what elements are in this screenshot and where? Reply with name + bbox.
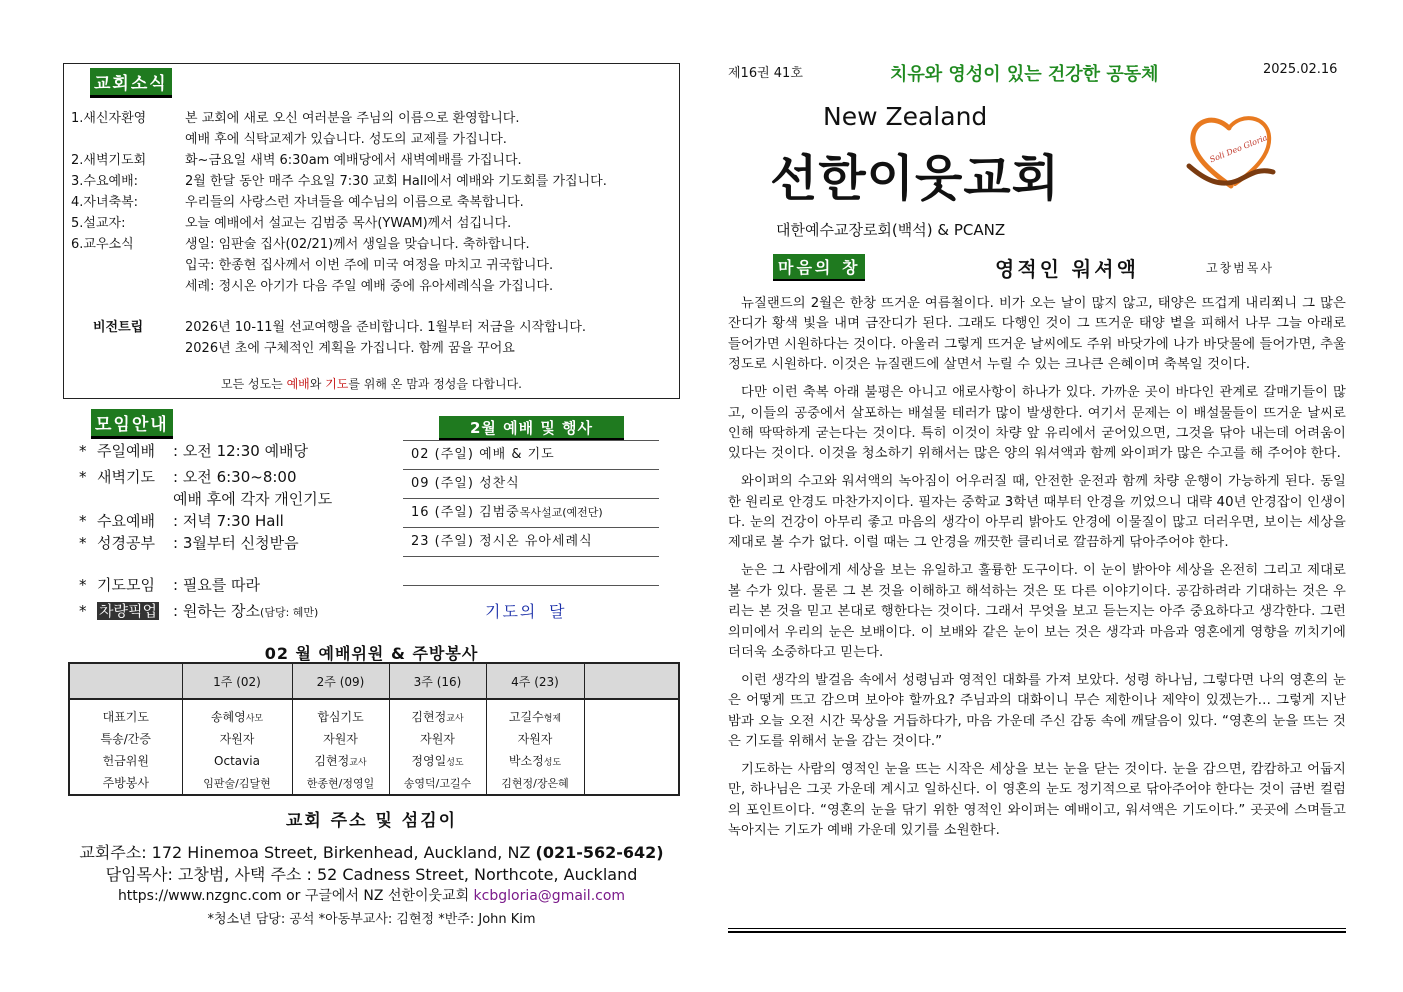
week-column: [389, 699, 486, 795]
news-item-line: 세례: 정시온 아기가 다음 주일 예배 중에 유아세례식을 가집니다.: [185, 279, 554, 294]
news-item-line: 입국: 한종현 집사께서 이번 주에 미국 여정을 마치고 귀국합니다.: [185, 258, 554, 273]
news-item-line: 화~금요일 새벽 6:30am 예배당에서 새벽예배를 가집니다.: [185, 153, 522, 168]
news-item-line: 예배 후에 식탁교제가 있습니다. 성도의 교제를 가집니다.: [185, 132, 507, 147]
duty-cell: 김현정교사: [314, 754, 367, 768]
event-note: 목사설교(예전단): [519, 506, 603, 519]
duty-cell: 송영덕/고길수: [403, 777, 472, 790]
column-title: 영적인 워셔액: [995, 257, 1139, 281]
meeting-extra: 예배 후에 각자 개인기도: [173, 490, 333, 508]
week-column: [182, 699, 292, 795]
table-header: 3주 (16): [389, 663, 486, 699]
meeting-value: : 오전 6:30~8:00: [173, 468, 297, 486]
events-title: 2월 예배 및 행사: [439, 416, 624, 440]
meeting-item: [79, 510, 284, 532]
church-news-box: [63, 63, 680, 399]
bottom-rule: [728, 928, 1346, 929]
bottom-rule: [728, 931, 1346, 933]
news-item-line: 우리들의 사랑스런 자녀들을 예수님의 이름으로 축복합니다.: [185, 195, 524, 210]
news-footer: [64, 375, 679, 392]
meeting-value: : 오전 12:30 예배당: [173, 442, 309, 460]
table-row: [69, 699, 679, 795]
news-footer-text: 와: [309, 377, 326, 391]
duty-cell: 자원자: [219, 732, 255, 746]
bullet-star: *: [79, 442, 87, 460]
news-footer-worship: 예배: [286, 377, 310, 391]
duty-cell: 김현정/장은혜: [501, 777, 569, 790]
role-column: [69, 699, 182, 795]
meeting-label: 주일예배: [97, 442, 155, 460]
article-paragraph: 와이퍼의 수고와 워셔액의 녹아짐이 어우러질 때, 안전한 운전과 함께 차량 운행이 가능하게 된다. 동일한 원리로 안경도 마찬가지이다. 필자는 중학교 3학년 때부터 안경을 끼었으니 대략 40년 안경잡이 인생이다. 눈의 건강이 아무리 좋고 마음의 생각이 아무리 밝아도 안경에 이물질이 많고 더러우면, 보이는 세상을 제대로 볼 수가 없다. 이럴 때는 그 안경을 깨끗한 클리너로 깔끔하게 닦아주어야 한다.: [728, 474, 1346, 551]
event-row: [403, 498, 659, 527]
news-footer-text: 모든 성도는: [221, 377, 287, 391]
meeting-label: 기도모임: [97, 576, 155, 594]
article-paragraph: 이런 생각의 발걸음 속에서 성령님과 영적인 대화를 가져 보았다. 성령 하나님, 그렇다면 나의 영혼의 눈은 어떻게 뜨고 감으며 보아야 할까요? 주님과의 대화이니 무슨 제한이나 제약이 있겠는가… 그렇게 지난 밤과 오늘 오전 시간 묵상을 거듭하다가, 마음 가운데 주신 감동 속에 깨달음이 있다. “영혼의 눈을 뜨는 것은 기도를 위해서 눈을 감는 것이다.”: [728, 672, 1346, 750]
meeting-item: [79, 440, 308, 462]
staff-line: *청소년 담당: 공석 *아동부교사: 김현정 *반주: John Kim: [207, 912, 536, 927]
meeting-label: 성경공부: [97, 534, 155, 552]
article-paragraph: 다만 이런 축복 아래 불평은 아니고 애로사항이 하나가 있다. 가까운 곳이 바다인 관계로 갈매기들이 많고, 이들의 공중에서 살포하는 배설물 테러가 많이 발생한다. 여기서 문제는 이 배설물들이 뜨거운 날씨로 인해 딱딱하게 굳는다는 것이다. 특히 이것이 차량 앞 유리에서 굳어있으면, 그것을 닦아 내는데 어려움이 있다는 것이다. 이것을 청소하기 위해서는 많은 양의 워셔액과 함께 와이퍼가 많은 수고를 해 주어야 한다.: [728, 385, 1346, 462]
phone-number: (021-562-642): [535, 843, 664, 862]
news-item-line: 생일: 임판술 집사(02/21)께서 생일을 맞습니다. 축하합니다.: [185, 237, 530, 252]
bullet-star: *: [79, 602, 87, 620]
news-item-label: 3.수요예배:: [71, 174, 139, 189]
meeting-label: 수요예배: [97, 512, 155, 530]
event-text: 23 (주일) 정시온 유아세례식: [411, 534, 593, 549]
article-paragraph: 눈은 그 사람에게 세상을 보는 유일하고 훌륭한 도구이다. 이 눈이 밝아야 세상을 온전히 그리고 제대로 볼 수가 있다. 물론 그 본 것을 이해하고 해석하는 것은 또 다른 이야기이다. 공감하려라 기대하는 것은 우리는 본 것을 믿고 본대로 행한다는 것이다. 그래서 무엇을 보고 듣는지는 아주 중요하다고 생각한다. 그런 의미에서 우리의 눈은 보배이다. 이 보배와 같은 눈이 보는 것은 생각과 마음과 영혼에게 영향을 끼치기에 더더욱 소중하다고 믿는다.: [728, 563, 1346, 660]
meeting-item: [79, 532, 299, 554]
event-text: 09 (주일) 성찬식: [411, 476, 520, 491]
bullet-star: *: [79, 534, 87, 552]
role-label: 대표기도: [102, 710, 149, 724]
news-footer-prayer: 기도: [325, 377, 349, 391]
column-tag: 마음의 창: [773, 254, 865, 281]
church-address: [63, 840, 680, 863]
role-label: 헌금위원: [102, 754, 149, 768]
role-label: 주방봉사: [102, 776, 149, 790]
bullet-star: *: [79, 512, 87, 530]
table-header: 2주 (09): [292, 663, 389, 699]
church-logo-heart-icon: [1185, 108, 1277, 194]
duty-cell: 임판술/김달현: [203, 777, 271, 790]
church-news-title: 교회소식: [90, 68, 172, 98]
pastor-address: 담임목사: 고창범, 사택 주소 : 52 Cadness Street, Northcote, Auckland: [105, 865, 638, 884]
prayer-month: 기도의 달: [485, 602, 567, 621]
news-item-label: 비전트립: [93, 320, 144, 335]
event-row: [403, 556, 659, 585]
duty-cell: 송혜영사모: [210, 710, 264, 724]
duty-cell: Octavia: [214, 754, 260, 768]
event-row: [403, 469, 659, 498]
bullet-star: *: [79, 468, 87, 486]
news-item-line: 본 교회에 새로 오신 여러분을 주님의 이름으로 환영합니다.: [185, 111, 520, 126]
meeting-value: : 필요를 따라: [173, 576, 261, 594]
news-item-label: 5.설교자:: [71, 216, 126, 231]
week-column: [486, 699, 584, 795]
meeting-item: [79, 574, 260, 596]
duty-table: [68, 662, 680, 796]
news-footer-text: 를 위해 온 맘과 정성을 다합니다.: [348, 377, 522, 391]
news-item-line: 2월 한달 동안 매주 수요일 7:30 교회 Hall에서 예배와 기도회를 가집니다.: [185, 174, 607, 189]
church-motto: 치유와 영성이 있는 건강한 공동체: [890, 64, 1159, 85]
bullet-star: *: [79, 576, 87, 594]
table-header: 4주 (23): [486, 663, 584, 699]
duty-table-title: 02 월 예배위원 & 주방봉사: [264, 644, 479, 663]
duty-cell: 김현정교사: [411, 710, 464, 724]
meeting-value: : 저녁 7:30 Hall: [173, 512, 284, 530]
duty-cell: 자원자: [517, 732, 553, 746]
table-header: 1주 (02): [182, 663, 292, 699]
duty-cell: 박소정성도: [508, 754, 562, 768]
news-item-line: 오늘 예배에서 설교는 김범중 목사(YWAM)께서 섬깁니다.: [185, 216, 512, 231]
issue-date: 2025.02.16: [1263, 62, 1338, 77]
duty-cell: 한종현/정영일: [306, 777, 375, 790]
role-label: 특송/간증: [100, 732, 151, 746]
logo-text: Soli Deo Gloria: [1208, 133, 1269, 165]
news-item-label: 2.새벽기도회: [71, 153, 147, 168]
duty-cell: 정영일성도: [411, 754, 464, 768]
meeting-extra: (담당: 혜만): [260, 606, 319, 619]
meeting-item: [79, 466, 297, 488]
news-item-label: 4.자녀축복:: [71, 195, 139, 210]
meeting-value: : 3월부터 신청받음: [173, 534, 299, 552]
event-text: 16 (주일) 김범중: [411, 505, 520, 520]
table-header-row: [69, 663, 679, 699]
email-link[interactable]: kcbgloria@gmail.com: [473, 888, 626, 904]
event-text: 02 (주일) 예배 & 기도: [411, 447, 555, 462]
website-link[interactable]: https://www.nzgnc.com or 구글에서 NZ 선한이웃교회: [117, 888, 474, 904]
event-row: [403, 527, 659, 556]
duty-cell: 자원자: [420, 732, 455, 746]
meeting-label-highlight: 차량픽업: [99, 602, 157, 620]
table-header: [584, 663, 679, 699]
address-title: 교회 주소 및 섬김이: [285, 811, 458, 831]
country-label: New Zealand: [823, 102, 988, 131]
church-name: 선한이웃교회: [770, 150, 1061, 207]
article-paragraph: 기도하는 사람의 영적인 눈을 뜨는 시작은 세상을 보는 눈을 닫는 것이다. 눈을 감으면, 캄캄하고 어둡지만, 하나님은 그곳 가운데 계시고 일하신다. 이 영혼의 눈도 정기적으로 닦아주어야 한다는 것이 금번 컬럼의 포인트이다. “영혼의 눈을 닦기 위한 영적인 와이퍼는 예배이고, 워셔액은 기도이다.” 곳곳에 스며들고 녹아지는 기도가 예배 가운데 있기를 소원한다.: [728, 762, 1346, 839]
meeting-item: [79, 600, 318, 624]
news-item-label: 6.교우소식: [71, 237, 134, 252]
news-item-label: 1.새신자환영: [71, 111, 147, 126]
address-text: 교회주소: 172 Hinemoa Street, Birkenhead, Auckland, NZ: [79, 843, 536, 862]
issue-number: 제16권 41호: [728, 66, 803, 81]
column-article: [728, 294, 1346, 849]
website-line: [63, 885, 680, 905]
duty-cell: 고길수형제: [508, 710, 562, 724]
denomination: 대한예수교장로회(백석) & PCANZ: [776, 221, 1006, 239]
duty-cell: 합심기도: [317, 710, 364, 724]
week-column: [292, 699, 389, 795]
meeting-label: 새벽기도: [97, 468, 155, 486]
table-header: [69, 663, 182, 699]
news-item-line: 2026년 초에 구체적인 계획을 가집니다. 함께 꿈을 꾸어요: [185, 341, 515, 356]
event-row: [403, 440, 659, 469]
article-paragraph: 뉴질랜드의 2월은 한창 뜨거운 여름철이다. 비가 오는 날이 많지 않고, 태양은 뜨겁게 내리쬐니 그 많은 잔디가 황색 빛을 내며 금잔디가 된다. 그래도 다행인 것이 그 뜨거운 태양 볕을 피해서 나무 그늘 아래로 들어가면 시원하다는 것이다. 아울러 그렇게 뜨거운 날씨에도 주위 바닷가에 나가 바닷물에 들어가면, 추울 정도로 시원하다. 이것은 뉴질랜드에 살면서 누릴 수 있는 크나큰 은혜이며 축복일 것이다.: [728, 296, 1346, 373]
duty-cell: 자원자: [323, 732, 358, 746]
meeting-guide-title: 모임안내: [91, 409, 173, 439]
column-author: 고창범목사: [1206, 261, 1274, 275]
meeting-value: : 원하는 장소: [173, 602, 261, 620]
news-item-line: 2026년 10-11월 선교여행을 준비합니다. 1월부터 저금을 시작합니다.: [185, 320, 587, 335]
blank-column: [584, 699, 679, 795]
